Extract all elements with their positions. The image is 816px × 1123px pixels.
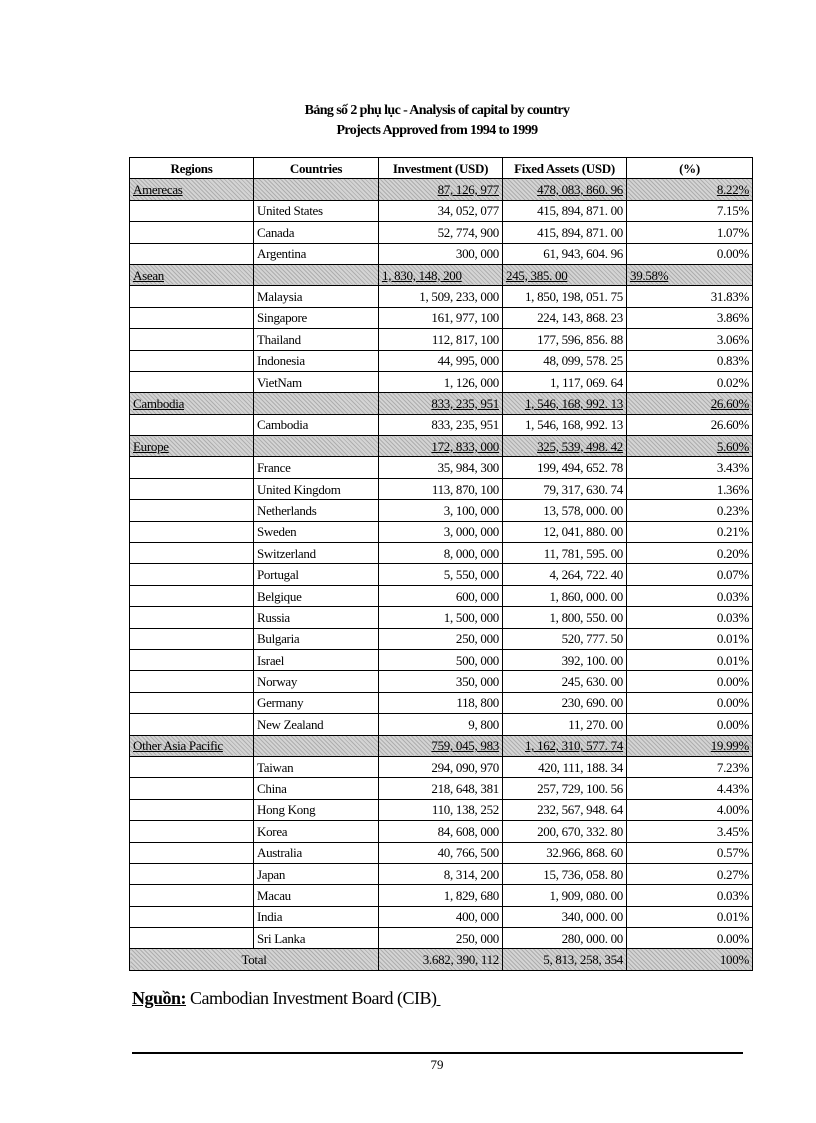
region-investment-text: 759, 045, 983 — [431, 738, 499, 754]
country-region-empty — [130, 564, 254, 585]
country-name: Japan — [254, 863, 379, 884]
region-percent-text: 8.22% — [716, 182, 749, 198]
country-region-empty — [130, 478, 254, 499]
region-percent-text: 39.58% — [630, 267, 669, 283]
country-region-empty — [130, 842, 254, 863]
country-percent: 0.03% — [627, 607, 753, 628]
country-region-empty — [130, 500, 254, 521]
country-region-empty — [130, 928, 254, 949]
country-fixed-assets: 257, 729, 100. 56 — [503, 778, 627, 799]
country-fixed-assets: 230, 690. 00 — [503, 692, 627, 713]
country-row — [130, 478, 753, 499]
country-region-empty — [130, 243, 254, 264]
country-fixed-assets: 199, 494, 652. 78 — [503, 457, 627, 478]
country-percent: 0.01% — [627, 649, 753, 670]
country-region-empty — [130, 585, 254, 606]
region-row — [130, 264, 753, 285]
country-row — [130, 906, 753, 927]
country-fixed-assets: 79, 317, 630. 74 — [503, 478, 627, 499]
country-percent: 26.60% — [627, 414, 753, 435]
country-fixed-assets: 224, 143, 868. 23 — [503, 307, 627, 328]
country-region-empty — [130, 714, 254, 735]
country-region-empty — [130, 222, 254, 243]
country-investment: 833, 235, 951 — [379, 414, 503, 435]
country-investment: 3, 100, 000 — [379, 500, 503, 521]
country-percent: 3.06% — [627, 329, 753, 350]
region-fixed-assets — [503, 179, 627, 200]
country-row — [130, 500, 753, 521]
country-investment: 1, 500, 000 — [379, 607, 503, 628]
country-fixed-assets: 11, 270. 00 — [503, 714, 627, 735]
region-percent — [627, 735, 753, 756]
region-country-empty — [254, 393, 379, 414]
country-name: Argentina — [254, 243, 379, 264]
region-fixed-assets-text: 245, 385. 00 — [506, 267, 568, 283]
table-header-row — [130, 158, 753, 179]
country-investment: 35, 984, 300 — [379, 457, 503, 478]
country-investment: 8, 000, 000 — [379, 543, 503, 564]
country-percent: 0.01% — [627, 906, 753, 927]
country-region-empty — [130, 350, 254, 371]
country-row — [130, 628, 753, 649]
total-investment — [379, 949, 503, 970]
region-investment — [379, 393, 503, 414]
country-region-empty — [130, 414, 254, 435]
country-row — [130, 222, 753, 243]
country-region-empty — [130, 649, 254, 670]
country-fixed-assets: 1, 117, 069. 64 — [503, 371, 627, 392]
country-investment: 110, 138, 252 — [379, 799, 503, 820]
region-percent — [627, 436, 753, 457]
country-region-empty — [130, 885, 254, 906]
country-row — [130, 286, 753, 307]
country-percent: 7.23% — [627, 756, 753, 777]
header-percent: (%) — [627, 158, 753, 179]
region-name — [130, 264, 254, 285]
country-fixed-assets: 340, 000. 00 — [503, 906, 627, 927]
country-region-empty — [130, 457, 254, 478]
header-regions: Regions — [130, 158, 254, 179]
country-name: Germany — [254, 692, 379, 713]
country-percent: 3.45% — [627, 821, 753, 842]
country-name: Switzerland — [254, 543, 379, 564]
country-region-empty — [130, 756, 254, 777]
country-row — [130, 350, 753, 371]
region-investment — [379, 264, 503, 285]
total-label: Total — [130, 949, 379, 970]
country-percent: 3.86% — [627, 307, 753, 328]
country-percent: 0.00% — [627, 692, 753, 713]
country-name: Belgique — [254, 585, 379, 606]
table-title-line-2: Projects Approved from 1994 to 1999 — [336, 123, 538, 138]
country-investment: 9, 800 — [379, 714, 503, 735]
country-percent: 0.20% — [627, 543, 753, 564]
country-percent: 3.43% — [627, 457, 753, 478]
country-name: Cambodia — [254, 414, 379, 435]
country-fixed-assets: 280, 000. 00 — [503, 928, 627, 949]
country-region-empty — [130, 692, 254, 713]
region-country-empty — [254, 735, 379, 756]
source-label: Nguồn: — [132, 988, 187, 1008]
country-region-empty — [130, 863, 254, 884]
region-fixed-assets-text: 1, 162, 310, 577. 74 — [524, 738, 623, 754]
region-row — [130, 393, 753, 414]
country-investment: 112, 817, 100 — [379, 329, 503, 350]
country-fixed-assets: 415, 894, 871. 00 — [503, 200, 627, 221]
country-percent: 4.00% — [627, 799, 753, 820]
country-region-empty — [130, 821, 254, 842]
country-percent: 0.83% — [627, 350, 753, 371]
country-row — [130, 607, 753, 628]
country-fixed-assets: 4, 264, 722. 40 — [503, 564, 627, 585]
total-fixed-assets — [503, 949, 627, 970]
region-name — [130, 179, 254, 200]
country-region-empty — [130, 543, 254, 564]
country-row — [130, 585, 753, 606]
country-region-empty — [130, 371, 254, 392]
country-fixed-assets: 177, 596, 856. 88 — [503, 329, 627, 350]
country-name: Taiwan — [254, 756, 379, 777]
country-region-empty — [130, 671, 254, 692]
country-percent: 0.01% — [627, 628, 753, 649]
country-fixed-assets: 245, 630. 00 — [503, 671, 627, 692]
country-investment: 52, 774, 900 — [379, 222, 503, 243]
country-row — [130, 885, 753, 906]
country-row — [130, 371, 753, 392]
country-percent: 0.23% — [627, 500, 753, 521]
table-body — [130, 179, 753, 970]
country-percent: 0.00% — [627, 928, 753, 949]
country-name: Israel — [254, 649, 379, 670]
country-name: Korea — [254, 821, 379, 842]
country-percent: 0.21% — [627, 521, 753, 542]
country-investment: 8, 314, 200 — [379, 863, 503, 884]
country-name: Australia — [254, 842, 379, 863]
page-number: 79 — [430, 1057, 444, 1072]
country-fixed-assets: 11, 781, 595. 00 — [503, 543, 627, 564]
country-investment: 250, 000 — [379, 928, 503, 949]
country-fixed-assets: 392, 100. 00 — [503, 649, 627, 670]
region-percent-text: 5.60% — [716, 438, 749, 454]
country-row — [130, 799, 753, 820]
country-percent: 0.27% — [627, 863, 753, 884]
region-row — [130, 735, 753, 756]
country-fixed-assets: 1, 800, 550. 00 — [503, 607, 627, 628]
country-fixed-assets: 32.966, 868. 60 — [503, 842, 627, 863]
country-percent: 0.57% — [627, 842, 753, 863]
header-countries: Countries — [254, 158, 379, 179]
country-name: Indonesia — [254, 350, 379, 371]
country-row — [130, 649, 753, 670]
region-percent — [627, 179, 753, 200]
country-percent: 0.00% — [627, 671, 753, 692]
country-row — [130, 714, 753, 735]
total-percent-text: 100% — [719, 952, 749, 968]
country-fixed-assets: 1, 850, 198, 051. 75 — [503, 286, 627, 307]
country-percent: 0.00% — [627, 243, 753, 264]
total-investment-text: 3.682, 390, 112 — [422, 952, 499, 968]
country-name: Macau — [254, 885, 379, 906]
country-investment: 350, 000 — [379, 671, 503, 692]
region-name-text: Cambodia — [133, 395, 185, 411]
country-name: Sweden — [254, 521, 379, 542]
country-fixed-assets: 520, 777. 50 — [503, 628, 627, 649]
region-investment-text: 87, 126, 977 — [437, 182, 499, 198]
footer-divider — [132, 1052, 743, 1054]
region-fixed-assets — [503, 735, 627, 756]
country-investment: 1, 509, 233, 000 — [379, 286, 503, 307]
country-fixed-assets: 200, 670, 332. 80 — [503, 821, 627, 842]
country-region-empty — [130, 628, 254, 649]
region-row — [130, 436, 753, 457]
country-fixed-assets: 420, 111, 188. 34 — [503, 756, 627, 777]
country-percent: 0.03% — [627, 585, 753, 606]
total-percent — [627, 949, 753, 970]
country-investment: 400, 000 — [379, 906, 503, 927]
region-investment — [379, 735, 503, 756]
country-row — [130, 928, 753, 949]
country-investment: 600, 000 — [379, 585, 503, 606]
country-investment: 294, 090, 970 — [379, 756, 503, 777]
country-percent: 7.15% — [627, 200, 753, 221]
country-row — [130, 457, 753, 478]
country-region-empty — [130, 307, 254, 328]
capital-by-country-table — [129, 157, 753, 971]
country-region-empty — [130, 329, 254, 350]
country-fixed-assets: 415, 894, 871. 00 — [503, 222, 627, 243]
source-note — [132, 988, 440, 1009]
country-investment: 1, 829, 680 — [379, 885, 503, 906]
region-name-text: Asean — [133, 267, 164, 283]
region-investment — [379, 436, 503, 457]
country-percent: 1.36% — [627, 478, 753, 499]
country-investment: 44, 995, 000 — [379, 350, 503, 371]
country-fixed-assets: 15, 736, 058. 80 — [503, 863, 627, 884]
country-row — [130, 692, 753, 713]
country-investment: 34, 052, 077 — [379, 200, 503, 221]
region-investment-text: 1, 830, 148, 200 — [382, 267, 462, 283]
country-fixed-assets: 1, 909, 080. 00 — [503, 885, 627, 906]
country-region-empty — [130, 778, 254, 799]
country-fixed-assets: 12, 041, 880. 00 — [503, 521, 627, 542]
region-percent-text: 26.60% — [710, 395, 749, 411]
country-row — [130, 671, 753, 692]
country-investment: 118, 800 — [379, 692, 503, 713]
region-fixed-assets-text: 1, 546, 168, 992. 13 — [524, 395, 623, 411]
region-fixed-assets — [503, 393, 627, 414]
country-region-empty — [130, 521, 254, 542]
region-country-empty — [254, 264, 379, 285]
country-name: VietNam — [254, 371, 379, 392]
country-name: Malaysia — [254, 286, 379, 307]
source-text: Cambodian Investment Board (CIB) — [186, 988, 437, 1008]
country-name: Bulgaria — [254, 628, 379, 649]
total-fixed-assets-text: 5, 813, 258, 354 — [543, 952, 623, 968]
country-row — [130, 243, 753, 264]
region-name-text: Amerecas — [133, 182, 183, 198]
country-name: Norway — [254, 671, 379, 692]
country-percent: 4.43% — [627, 778, 753, 799]
country-fixed-assets: 13, 578, 000. 00 — [503, 500, 627, 521]
country-percent: 0.00% — [627, 714, 753, 735]
country-name: China — [254, 778, 379, 799]
country-investment: 40, 766, 500 — [379, 842, 503, 863]
country-investment: 3, 000, 000 — [379, 521, 503, 542]
region-fixed-assets — [503, 436, 627, 457]
region-country-empty — [254, 179, 379, 200]
country-fixed-assets: 1, 546, 168, 992. 13 — [503, 414, 627, 435]
country-investment: 84, 608, 000 — [379, 821, 503, 842]
region-percent — [627, 393, 753, 414]
country-investment: 5, 550, 000 — [379, 564, 503, 585]
country-name: France — [254, 457, 379, 478]
country-name: Sri Lanka — [254, 928, 379, 949]
country-investment: 218, 648, 381 — [379, 778, 503, 799]
region-name-text: Other Asia Pacific — [133, 738, 223, 754]
country-percent: 1.07% — [627, 222, 753, 243]
country-region-empty — [130, 607, 254, 628]
region-name — [130, 735, 254, 756]
country-name: Hong Kong — [254, 799, 379, 820]
region-country-empty — [254, 436, 379, 457]
country-fixed-assets: 1, 860, 000. 00 — [503, 585, 627, 606]
region-name-text: Europe — [133, 438, 169, 454]
country-row — [130, 200, 753, 221]
country-name: Singapore — [254, 307, 379, 328]
country-fixed-assets: 232, 567, 948. 64 — [503, 799, 627, 820]
country-percent: 0.02% — [627, 371, 753, 392]
country-row — [130, 414, 753, 435]
country-row — [130, 307, 753, 328]
country-investment: 300, 000 — [379, 243, 503, 264]
country-percent: 0.07% — [627, 564, 753, 585]
country-region-empty — [130, 286, 254, 307]
country-name: India — [254, 906, 379, 927]
country-investment: 161, 977, 100 — [379, 307, 503, 328]
country-name: Thailand — [254, 329, 379, 350]
region-name — [130, 393, 254, 414]
region-investment — [379, 179, 503, 200]
region-percent — [627, 264, 753, 285]
country-name: Russia — [254, 607, 379, 628]
country-region-empty — [130, 906, 254, 927]
country-name: Canada — [254, 222, 379, 243]
region-row — [130, 179, 753, 200]
country-investment: 113, 870, 100 — [379, 478, 503, 499]
region-investment-text: 172, 833, 000 — [431, 438, 499, 454]
country-name: United States — [254, 200, 379, 221]
region-name — [130, 436, 254, 457]
region-percent-text: 19.99% — [710, 738, 749, 754]
country-fixed-assets: 48, 099, 578. 25 — [503, 350, 627, 371]
country-investment: 1, 126, 000 — [379, 371, 503, 392]
country-name: Netherlands — [254, 500, 379, 521]
region-fixed-assets-text: 478, 083, 860. 96 — [537, 182, 623, 198]
country-investment: 250, 000 — [379, 628, 503, 649]
country-percent: 0.03% — [627, 885, 753, 906]
country-row — [130, 842, 753, 863]
country-region-empty — [130, 200, 254, 221]
header-investment: Investment (USD) — [379, 158, 503, 179]
country-row — [130, 863, 753, 884]
country-row — [130, 329, 753, 350]
country-row — [130, 756, 753, 777]
country-row — [130, 564, 753, 585]
region-fixed-assets-text: 325, 539, 498. 42 — [537, 438, 623, 454]
table-title-line-1: Bảng số 2 phụ lục - Analysis of capital by country — [304, 103, 570, 118]
country-row — [130, 521, 753, 542]
country-name: New Zealand — [254, 714, 379, 735]
country-investment: 500, 000 — [379, 649, 503, 670]
header-fixed-assets: Fixed Assets (USD) — [503, 158, 627, 179]
country-region-empty — [130, 799, 254, 820]
country-name: United Kingdom — [254, 478, 379, 499]
region-investment-text: 833, 235, 951 — [431, 395, 499, 411]
country-row — [130, 821, 753, 842]
country-row — [130, 778, 753, 799]
country-name: Portugal — [254, 564, 379, 585]
country-row — [130, 543, 753, 564]
country-fixed-assets: 61, 943, 604. 96 — [503, 243, 627, 264]
country-percent: 31.83% — [627, 286, 753, 307]
region-fixed-assets — [503, 264, 627, 285]
total-row — [130, 949, 753, 970]
